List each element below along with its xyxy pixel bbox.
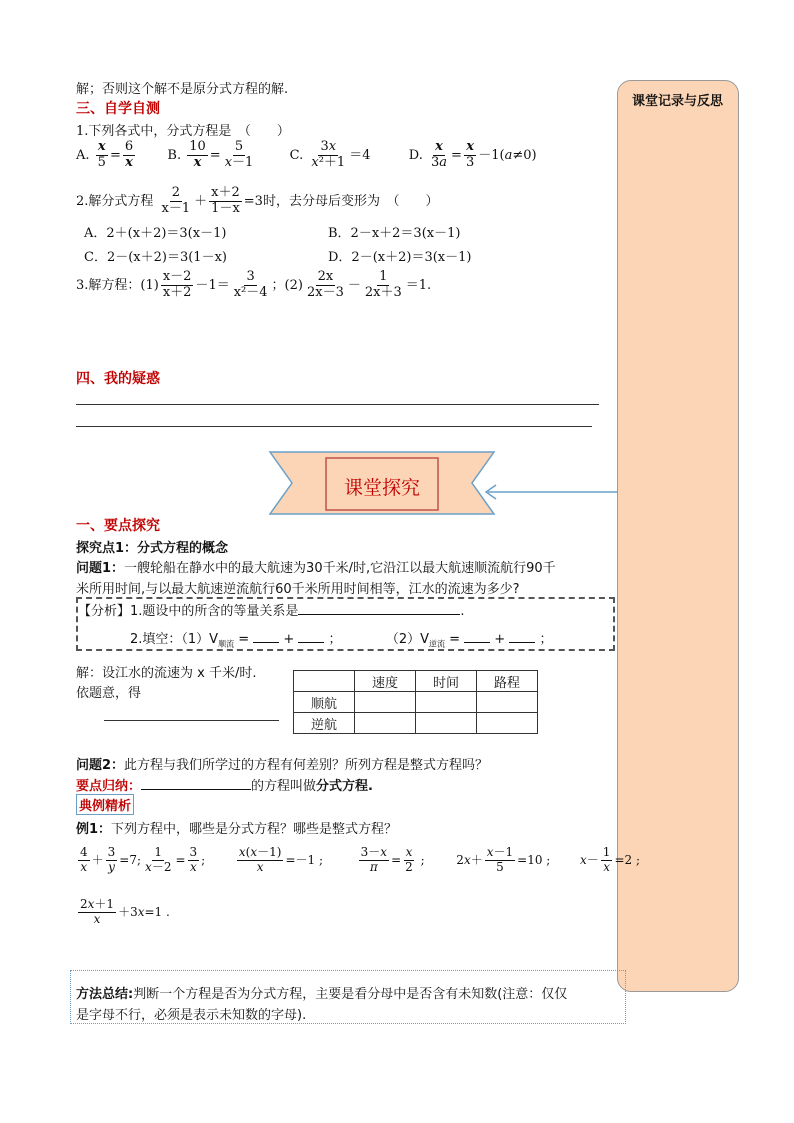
table-cell: 时间 [416, 671, 477, 692]
intro-text: 解；否则这个解不是原分式方程的解. [76, 82, 289, 97]
q1-text: 1.下列各式中，分式方程是 （ ） [76, 124, 290, 139]
problem2-line: 问题2：此方程与我们所学过的方程有何差别？所列方程是整式方程吗？ [76, 758, 489, 773]
problem1-line2: 米所用时间,与以最大航速逆流航行60千米所用时间相等，江水的流速为多少? [76, 582, 520, 597]
q3-line: 3.解方程：(1) $\frac{x-2}{x+2}$ －1＝ $\frac{3}{\text{x²－4}}$ ；(2) $\frac{2x}{2x-3}$ － $\frac{1}{2x+3}$ ＝1. [76, 269, 432, 300]
table-cell [294, 671, 355, 692]
q1-option-a: A. $\frac{x}{5}$ = $\frac{6}{x}$ [76, 139, 134, 170]
example-tag: 典例精析 [76, 794, 134, 815]
table-cell [477, 713, 538, 734]
q1-option-b: B. $\frac{10}{x}$ = $\frac{5}{x-1}$ [167, 139, 254, 170]
q1-options [76, 140, 537, 171]
q1-option-c: C. $\frac{3x}{\text{x²＋1}}$ ＝4 [289, 139, 375, 170]
speed-table [293, 670, 538, 734]
table-cell: 速度 [355, 671, 416, 692]
q2-line: 2.解分式方程 $\frac{2}{x-1}$ ＋ $\frac{x+2}{1-x}$ =3时，去分母后变形为 （ ） [76, 185, 439, 216]
sidebar-title: 课堂记录与反思 [632, 94, 724, 109]
equation-6: $\frac{2x+1}{x}$ ＋3x=1 . [80, 897, 170, 926]
q2-option-c: C．2－(x＋2)＝3(1－x) [84, 250, 227, 265]
analysis-line: 【分析】1.题设中的所含的等量关系是 . [78, 600, 465, 619]
q2-option-b: B．2－x＋2＝3(x－1) [328, 226, 461, 241]
point1-title: 探究点1：分式方程的概念 [76, 541, 229, 556]
method-line2: 是字母不行，必须是表示未知数的字母). [76, 1008, 307, 1023]
equation-1: $\frac{4}{x}$ ＋ $\frac{3}{y}$ =7; $\frac{1}{x-2}$ = $\frac{3}{x}$ ; [80, 845, 206, 874]
table-cell [355, 692, 416, 713]
banner-title: 课堂探究 [343, 477, 420, 499]
table-row [294, 713, 538, 734]
method-line1: 方法总结:判断一个方程是否为分式方程，主要是看分母中是否含有未知数(注意：仅仅 [76, 987, 568, 1002]
table-cell [416, 713, 477, 734]
table-cell: 路程 [477, 671, 538, 692]
section3-heading: 三、自学自测 [76, 101, 160, 117]
q1-option-d: D. $\frac{x}{3a}$ = $\frac{x}{3}$ －1(a≠0) [408, 139, 537, 170]
table-cell [355, 713, 416, 734]
table-cell: 顺航 [294, 692, 355, 713]
equation-2: $\frac{x(x-1)}{x}$ =－1 ; [238, 845, 323, 874]
answer-line-2 [76, 426, 592, 427]
q2-option-d: D．2－(x＋2)＝3(x－1) [328, 250, 472, 265]
table-header-row [294, 671, 538, 692]
section4-heading: 四、我的疑惑 [76, 371, 160, 387]
answer-line-1 [76, 404, 599, 405]
table-cell [416, 692, 477, 713]
solution-line1: 解：设江水的流速为 x 千米/时. [76, 666, 257, 681]
example1-equations [76, 846, 640, 875]
solution-line2: 依题意，得 [76, 686, 142, 701]
table-cell [477, 692, 538, 713]
equation-blank [104, 720, 279, 721]
table-row [294, 692, 538, 713]
part1-heading: 一、要点探究 [76, 518, 160, 534]
table-cell: 逆航 [294, 713, 355, 734]
fill-line: 2.填空：$(1)V_{顺流}$ = + ； $(2)V_{逆流}$ = + ； [130, 628, 552, 650]
equation-5: x－ $\frac{1}{x}$ =2 ; [580, 845, 640, 874]
q2-option-a: A．2＋(x＋2)＝3(x－1) [84, 226, 227, 241]
summary-line: 要点归纳： 的方程叫做分式方程. [76, 775, 373, 794]
pointer-arrow [476, 480, 621, 502]
equation-3: $\frac{3-x}{\pi}$ = $\frac{x}{2}$ ; [360, 845, 425, 874]
problem1-line1: 问题1：一艘轮船在静水中的最大航速为30千米/时,它沿江以最大航速顺流航行90千 [76, 561, 556, 576]
example1-line: 例1：下列方程中，哪些是分式方程？哪些是整式方程？ [76, 822, 398, 837]
equation-4: 2x＋ $\frac{x-1}{5}$ =10 ; [456, 845, 551, 874]
